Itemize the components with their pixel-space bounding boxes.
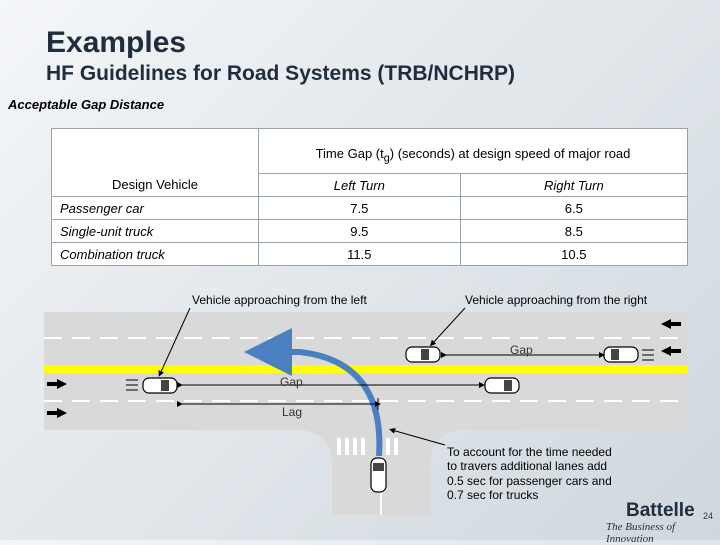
page-subtitle: HF Guidelines for Road Systems (TRB/NCHRP) — [46, 62, 516, 85]
design-vehicle-header: Design Vehicle — [52, 174, 259, 197]
car-icon — [485, 378, 519, 393]
note-text — [447, 445, 612, 502]
left-turn-header: Left Turn — [259, 174, 461, 197]
car-icon — [406, 347, 440, 362]
label-left: Vehicle approaching from the left — [192, 293, 367, 307]
right-turn-cell: 8.5 — [460, 220, 687, 243]
right-turn-cell: 6.5 — [460, 197, 687, 220]
lag-label: Lag — [282, 405, 303, 419]
vehicle-cell: Single-unit truck — [52, 220, 259, 243]
table-corner-cell — [52, 129, 259, 174]
page-number: 24 — [703, 511, 714, 521]
left-turn-cell: 9.5 — [259, 220, 461, 243]
table-row — [52, 243, 688, 266]
svg-text:to travers additional lanes ad: to travers additional lanes add — [447, 459, 608, 473]
section-title: Acceptable Gap Distance — [8, 97, 165, 112]
left-turn-cell: 7.5 — [259, 197, 461, 220]
table-row — [52, 197, 688, 220]
intersection-diagram — [0, 288, 720, 540]
svg-text:0.5 sec for passenger cars and: 0.5 sec for passenger cars and — [447, 474, 612, 488]
gap-lower-label: Gap — [280, 375, 303, 389]
table-row — [52, 220, 688, 243]
table-subheader-row — [52, 174, 688, 197]
svg-text:To account for the time needed: To account for the time needed — [447, 445, 612, 459]
gap-upper-label: Gap — [510, 343, 533, 357]
right-turn-cell: 10.5 — [460, 243, 687, 266]
gap-table — [51, 128, 688, 266]
table-header-row — [52, 129, 688, 174]
car-icon — [371, 458, 386, 492]
battelle-logo: Battelle — [626, 500, 695, 521]
vehicle-cell: Combination truck — [52, 243, 259, 266]
page-title: Examples — [46, 26, 187, 59]
right-turn-header: Right Turn — [460, 174, 687, 197]
left-turn-cell: 11.5 — [259, 243, 461, 266]
battelle-tagline: The Business of Innovation — [606, 521, 676, 545]
time-gap-header: Time Gap $(t_g)$ (seconds) at design speed of major road — [259, 129, 688, 174]
label-right: Vehicle approaching from the right — [465, 293, 648, 307]
vehicle-cell: Passenger car — [52, 197, 259, 220]
center-yellow-line — [44, 365, 687, 373]
svg-text:0.7 sec for trucks: 0.7 sec for trucks — [447, 488, 539, 502]
